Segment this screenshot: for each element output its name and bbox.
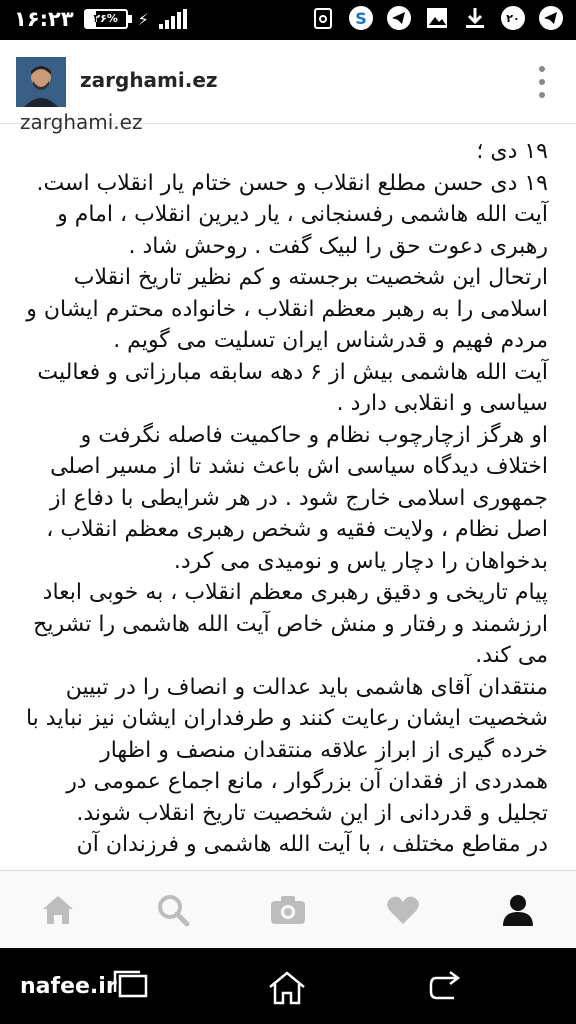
- watermark: nafee.ir: [20, 974, 117, 999]
- charging-icon: ⚡: [137, 9, 149, 29]
- more-options-icon[interactable]: [538, 66, 546, 98]
- heart-icon: [386, 895, 420, 925]
- caption-paragraph: در مقاطع مختلف ، با آیت الله هاشمی و فرزندان آن: [76, 832, 548, 857]
- signal-icon: [159, 9, 187, 29]
- nav-activity[interactable]: [346, 871, 461, 949]
- caption-paragraph: ۱۹ دی حسن مطلع انقلاب و حسن ختام یار انقلاب است.: [36, 170, 548, 196]
- caption-paragraph: آیت الله هاشمی رفسنجانی ، یار دیرین انقلاب ، امام و رهبری دعوت حق را لبیک گفت . روحش شاد .: [57, 202, 548, 259]
- download-icon: [462, 5, 488, 31]
- username[interactable]: zarghami.ez: [80, 68, 218, 92]
- caption-paragraph: آیت الله هاشمی بیش از ۶ دهه سابقه مبارزاتی و فعالیت سیاسی و انقلابی دارد .: [37, 359, 548, 416]
- battery-icon: [84, 9, 128, 29]
- back-button-icon[interactable]: [428, 970, 468, 1006]
- bottom-navigation: [0, 870, 576, 949]
- clock: ۱۶:۲۳: [14, 7, 74, 31]
- telegram-icon-2: [538, 5, 564, 31]
- search-icon: [157, 894, 189, 926]
- caption-paragraph: منتقدان آقای هاشمی باید عدالت و انصاف را در تبیین شخصیت ایشان رعایت کنند و طرفداران ایشان نیز نباید با خرده گیری از ابراز علاقه منتقدان منصف و اظهار همدردی از فقدان آن بزرگوار ، مانع اجماع عمومی در تجلیل و قدردانی از این شخصیت تاریخ انقلاب شوند.: [25, 674, 548, 826]
- cropped-username: zarghami.ez: [20, 110, 143, 134]
- battery-level: ۲۶%: [93, 12, 118, 25]
- caption-paragraph: پیام تاریخی و دقیق رهبری معظم انقلاب ، به خوبی ابعاد ارزشمند و رفتار و منش خاص آیت الله هاشمی را تشریح می کند.: [33, 580, 548, 668]
- profile-icon: [501, 893, 535, 927]
- caption-paragraph: ۱۹ دی ؛: [476, 139, 548, 164]
- skype-icon: S: [348, 5, 374, 31]
- post-caption: [0, 136, 576, 861]
- avatar[interactable]: [16, 57, 66, 107]
- nav-profile[interactable]: [461, 871, 576, 949]
- caption-paragraph: او هرگز ازچارچوب نظام و حاکمیت فاصله نگرفت و اختلاف دیدگاه سیاسی اش باعث نشد تا از مسیر اصلی جمهوری اسلامی خارج شود . در هر شرایطی با دفاع از اصل نظام ، ولایت فقیه و شخص رهبری معظم انقلاب ، بدخواهان را دچار یاس و نومیدی می کرد.: [46, 422, 548, 574]
- clipboard-icon: [310, 5, 336, 31]
- status-bar: [0, 0, 576, 40]
- nav-home[interactable]: [0, 871, 115, 949]
- camera-icon: [270, 895, 306, 925]
- recent-apps-icon[interactable]: [112, 970, 148, 1004]
- notification-badge-text: ۲۰: [501, 6, 525, 30]
- post-content: [0, 110, 576, 870]
- nav-search[interactable]: [115, 871, 230, 949]
- caption-paragraph: ارتحال این شخصیت برجسته و کم نظیر تاریخ انقلاب اسلامی را به رهبر معظم انقلاب ، خانواده محترم ایشان و مردم فهیم و قدرشناس ایران تسلیت می گویم .: [26, 265, 548, 353]
- notification-badge-icon: [500, 5, 526, 31]
- system-navigation-bar: [0, 948, 576, 1024]
- home-button-icon[interactable]: [266, 970, 308, 1010]
- gallery-icon: [424, 5, 450, 31]
- telegram-icon: [386, 5, 412, 31]
- nav-camera[interactable]: [230, 871, 345, 949]
- home-icon: [41, 894, 75, 926]
